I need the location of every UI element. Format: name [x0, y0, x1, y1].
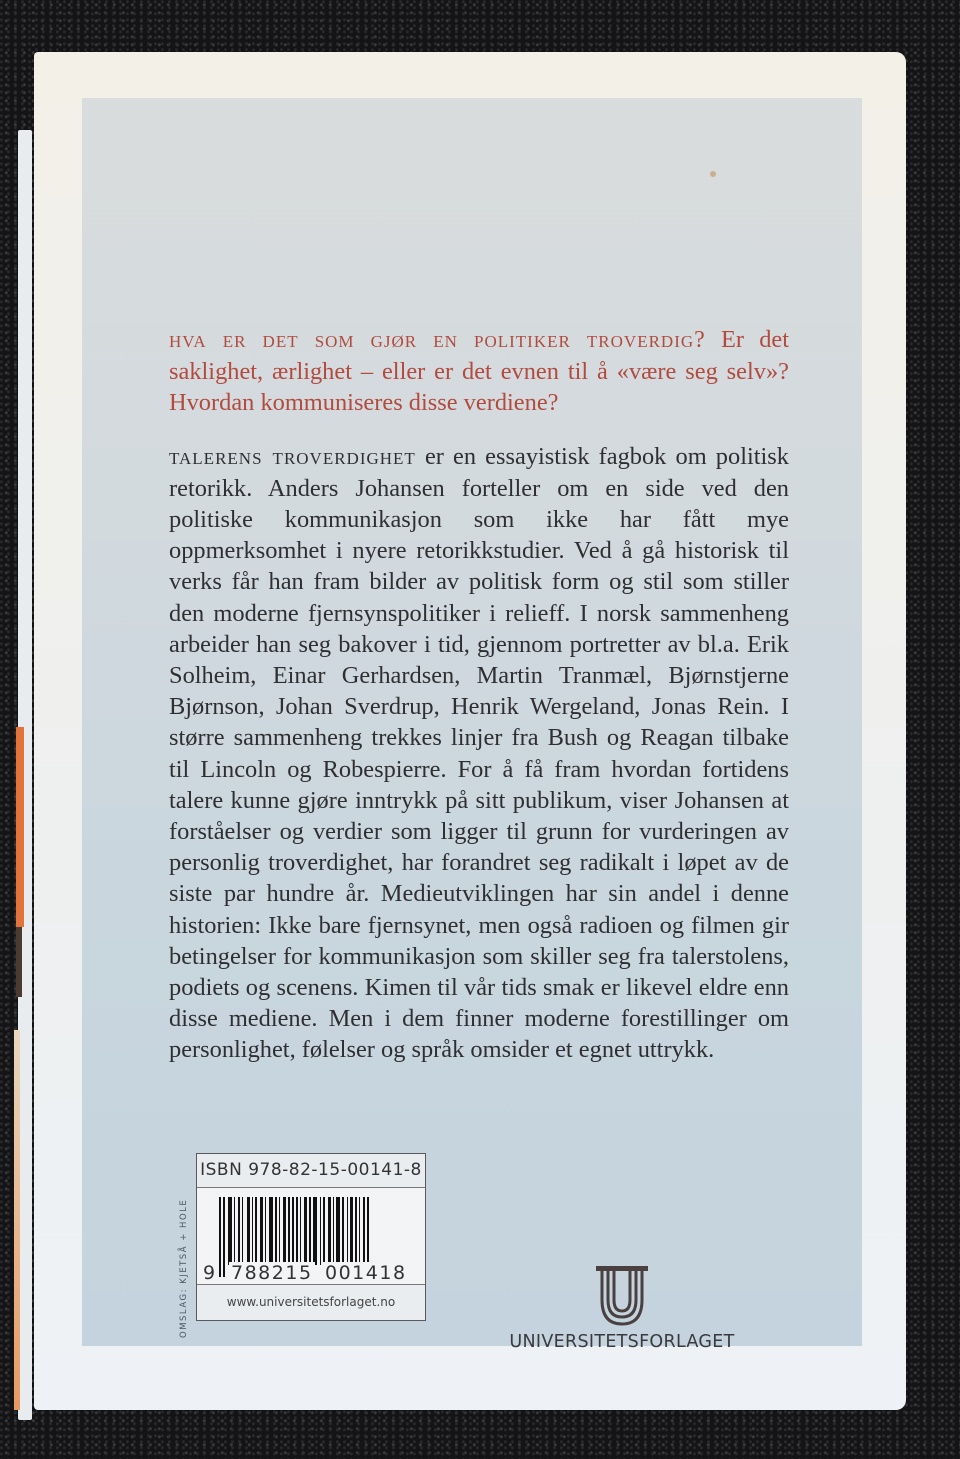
- isbn-number: ISBN 978-82-15-00141-8: [197, 1154, 425, 1188]
- spine-dark-stripe: [16, 927, 22, 997]
- columned-u-logo-icon: [594, 1266, 650, 1328]
- book-title-smallcaps: talerens troverdighet: [169, 443, 416, 470]
- lead-text: Er det saklighet, ærlighet – eller er det evnen til å «være seg selv»? Hvordan kommuniseres disse verdiene?: [169, 326, 790, 417]
- publisher-url[interactable]: www.universitetsforlaget.no: [226, 1295, 396, 1309]
- book-back-cover: [34, 52, 906, 1410]
- cover-panel: [82, 98, 862, 1352]
- blurb-lead: [169, 324, 789, 419]
- lead-smallcaps: hva er det som gjør en politiker troverdig?: [169, 327, 706, 353]
- cover-blemish: [710, 171, 716, 177]
- barcode: [197, 1188, 425, 1285]
- publisher-logo: [502, 1266, 742, 1352]
- blurb-body: [169, 441, 789, 1066]
- cover-credit: OMSLAG: KJETSÅ + HOLE: [179, 1198, 189, 1338]
- spine-orange-stripe: [16, 727, 24, 927]
- isbn-box: [196, 1153, 426, 1321]
- publisher-name: UNIVERSITETSFORLAGET: [509, 1332, 735, 1352]
- barcode-digits-left: 788215: [231, 1262, 313, 1284]
- spine-tan-stripe: [14, 1030, 20, 1410]
- barcode-first-digit: 9: [203, 1262, 217, 1284]
- barcode-digits-right: 001418: [325, 1262, 407, 1284]
- blurb: [169, 324, 789, 1066]
- body-text: er en essayistisk fagbok om politisk retorikk. Anders Johansen forteller om en side ved den politiske kommunikasjon som ikke har fått mye oppmerksomhet i nyere retorikkstudier. Ved å gå historisk til verks får han fram bilder av politisk form og stil som stiller den moderne fjernsynspolitiker i relieff. I norsk sammenheng arbeider han seg bakover i tid, gjennom portretter av bl.a. Erik Solheim, Einar Gerhardsen, Martin Tranmæl, Bjørnstjerne Bjørnson, Johan Sverdrup, Henrik Wergeland, Jonas Rein. I større sammenheng trekkes linjer fra Bush og Reagan tilbake til Lincoln og Robespierre. For å få fram hvordan fortidens talere kunne gjøre inntrykk på sitt publikum, viser Johansen at forståelser og verdier som ligger til grunn for vurderingen av personlig troverdighet, har forandret seg radikalt i løpet av de siste par hundre år. Medieutviklingen har sin andel i denne historien: Ikke bare fjernsynet, men også radioen og filmen gir betingelser for kommunikasjon som skiller seg fra talerstolens, podiets og scenens. Kimen til vår tids smak er likevel eldre enn disse mediene. Men i dem finner moderne forestillinger om personlighet, følelser og språk omsider et egnet uttrykk.: [169, 442, 789, 1064]
